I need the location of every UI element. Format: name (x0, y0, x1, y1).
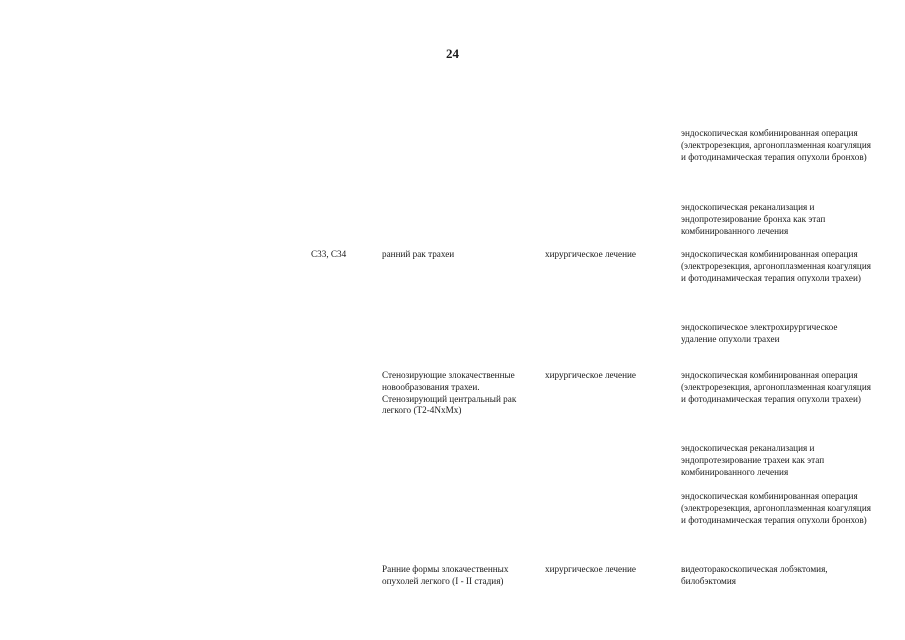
method-text: эндоскопическая комбинированная операция (электрорезекция, аргоноплазменная коагуляция и фотодинамическая терапия опухоли бронхов) (681, 128, 871, 162)
diagnosis-text: Стенозирующие злокачественные новообразования трахеи. Стенозирующий центральный рак легкого (T2-4NxMx) (382, 370, 517, 416)
treatment-type: хирургическое лечение (545, 249, 636, 259)
icd-code: C33, C34 (311, 249, 347, 259)
treatment-type: хирургическое лечение (545, 370, 636, 380)
method-text: эндоскопическая комбинированная операция (электрорезекция, аргоноплазменная коагуляция и фотодинамическая терапия опухоли бронхов) (681, 491, 871, 525)
diagnosis-text: ранний рак трахеи (382, 249, 455, 259)
method-text: эндоскопическая комбинированная операция (электрорезекция, аргоноплазменная коагуляция и фотодинамическая терапия опухоли трахеи) (681, 370, 871, 404)
page-number: 24 (446, 46, 459, 61)
method-text: видеоторакоскопическая лобэктомия, билобэктомия (681, 564, 828, 586)
diagnosis-text: Ранние формы злокачественных опухолей легкого (I - II стадия) (382, 564, 509, 586)
method-text: эндоскопическая комбинированная операция (электрорезекция, аргоноплазменная коагуляция и фотодинамическая терапия опухоли трахеи) (681, 249, 871, 283)
treatment-type: хирургическое лечение (545, 564, 636, 574)
method-text: эндоскопическая реканализация и эндопротезирование трахеи как этап комбинированного лечения (681, 443, 825, 477)
method-text: эндоскопическая реканализация и эндопротезирование бронха как этап комбинированного лечения (681, 202, 826, 236)
method-text: эндоскопическое электрохирургическое удаление опухоли трахеи (681, 322, 838, 344)
